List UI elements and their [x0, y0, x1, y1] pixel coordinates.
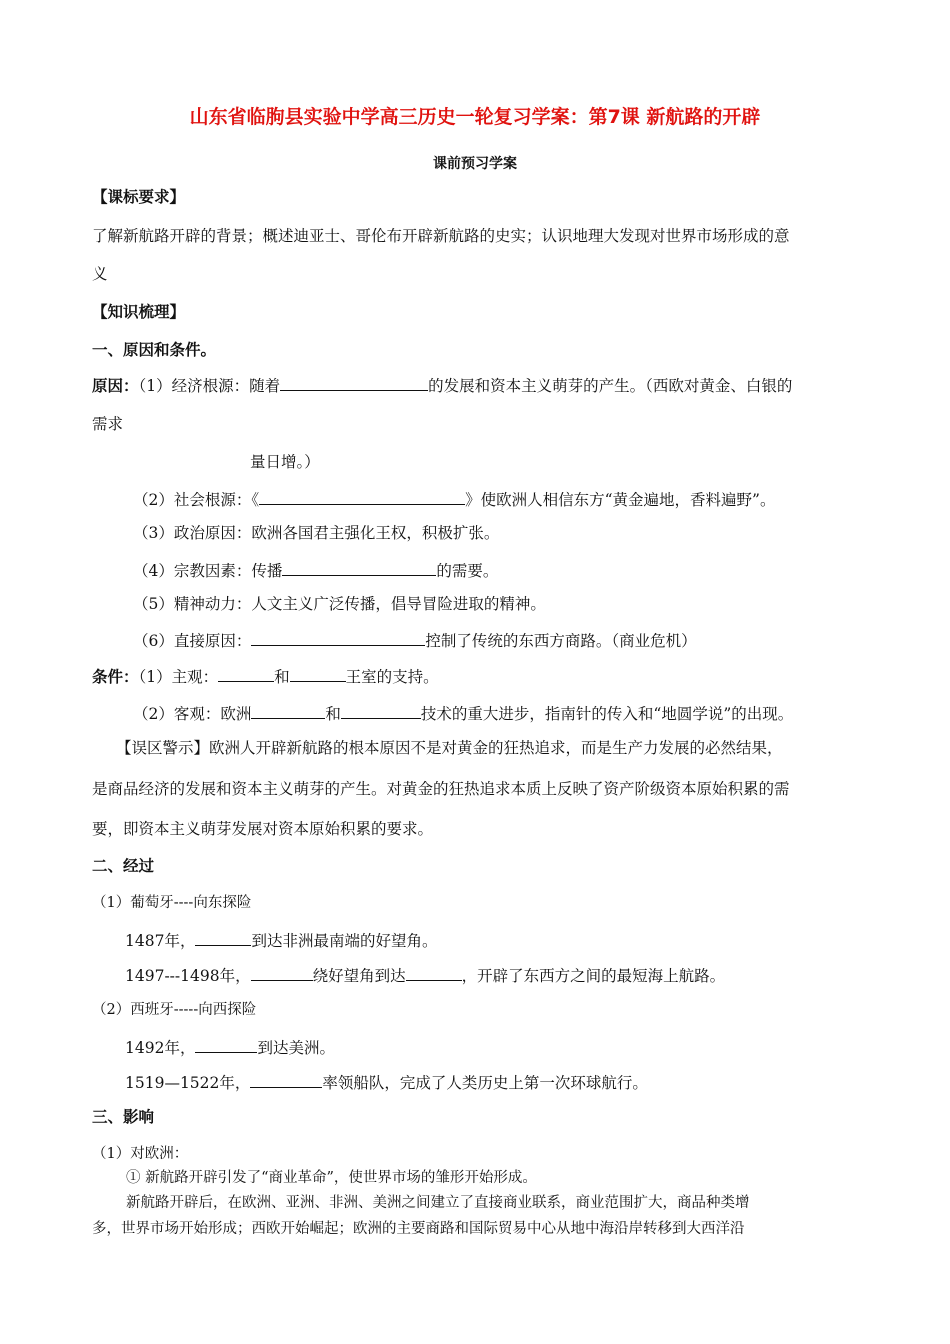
- requirements-text-line1: 了解新航路开辟的背景；概述迪亚士、哥伦布开辟新航路的史实；认识地理大发现对世界市场形成的意: [92, 227, 790, 245]
- reason-1-cont2: 量日增。）: [250, 453, 320, 471]
- fill-blank[interactable]: [195, 929, 251, 946]
- fill-blank[interactable]: [280, 374, 428, 391]
- requirements-text-line2: 义: [92, 265, 108, 283]
- reason-4-line: （4）宗教因素：传播 的需要。: [133, 559, 498, 581]
- reason-3-line: （3）政治原因：欧洲各国君主强化王权，积极扩张。: [133, 524, 500, 542]
- process-portugal: （1）葡萄牙----向东探险: [92, 895, 252, 911]
- process-spain-1492: 1492年， 到达美洲。: [125, 1036, 335, 1058]
- conditions-label: 条件：: [92, 668, 139, 686]
- reason-5-line: （5）精神动力：人文主义广泛传播，倡导冒险进取的精神。: [133, 595, 546, 613]
- impact-europe-point1: ① 新航路开辟引发了“商业革命”，使世界市场的雏形开始形成。: [126, 1170, 537, 1186]
- condition-2-line: （2）客观：欧洲 和 技术的重大进步，指南针的传入和“地圆学说”的出现。: [133, 702, 793, 724]
- reason-1-line: 原因：（1）经济根源：随着 的发展和资本主义萌芽的产生。（西欧对黄金、白银的: [92, 374, 792, 396]
- process-portugal-1487: 1487年， 到达非洲最南端的好望角。: [125, 929, 437, 951]
- process-spain-1519: 1519—1522年， 率领船队，完成了人类历史上第一次环球航行。: [125, 1071, 648, 1093]
- condition-1-line: 条件：（1）主观： 和 王室的支持。: [92, 665, 439, 687]
- reasons-label: 原因：: [92, 377, 139, 395]
- fill-blank[interactable]: [282, 559, 436, 576]
- fill-blank[interactable]: [290, 665, 346, 682]
- impact-europe: （1）对欧洲：: [92, 1146, 189, 1162]
- fill-blank[interactable]: [341, 702, 421, 719]
- warning-line3: 要，即资本主义萌芽发展对资本原始积累的要求。: [92, 820, 434, 838]
- reason-1-cont: 需求: [92, 415, 124, 433]
- fill-blank[interactable]: [250, 1071, 322, 1088]
- process-spain: （2）西班牙-----向西探险: [92, 1002, 257, 1018]
- section-heading-requirements: 【课标要求】: [92, 188, 186, 206]
- fill-blank[interactable]: [251, 964, 313, 981]
- fill-blank[interactable]: [259, 488, 465, 505]
- warning-line1: 【误区警示】欧洲人开辟新航路的根本原因不是对黄金的狂热追求，而是生产力发展的必然结果，: [116, 739, 783, 757]
- document-title: 山东省临朐县实验中学高三历史一轮复习学案：第7课 新航路的开辟: [189, 106, 761, 128]
- section-heading-knowledge: 【知识梳理】: [92, 303, 186, 321]
- fill-blank[interactable]: [251, 629, 425, 646]
- part1-heading: 一、原因和条件。: [92, 341, 217, 359]
- part2-heading: 二、经过: [92, 857, 155, 875]
- document-subtitle: 课前预习学案: [433, 156, 517, 172]
- part3-heading: 三、影响: [92, 1108, 155, 1126]
- process-portugal-1497: 1497---1498年， 绕好望角到达 ，开辟了东西方之间的最短海上航路。: [125, 964, 725, 986]
- reason-2-line: （2）社会根源：《 》使欧洲人相信东方“黄金遍地，香料遍野”。: [133, 488, 775, 510]
- warning-line2: 是商品经济的发展和资本主义萌芽的产生。对黄金的狂热追求本质上反映了资产阶级资本原始积累的需: [92, 780, 790, 798]
- impact-europe-text1: 新航路开辟后，在欧洲、亚洲、非洲、美洲之间建立了直接商业联系，商业范围扩大，商品种类增: [126, 1195, 750, 1211]
- fill-blank[interactable]: [195, 1036, 257, 1053]
- reason-6-line: （6）直接原因： 控制了传统的东西方商路。（商业危机）: [133, 629, 697, 651]
- fill-blank[interactable]: [406, 964, 462, 981]
- fill-blank[interactable]: [218, 665, 274, 682]
- fill-blank[interactable]: [251, 702, 325, 719]
- impact-europe-text2: 多，世界市场开始形成；西欧开始崛起；欧洲的主要商路和国际贸易中心从地中海沿岸转移到大西洋沿: [92, 1221, 745, 1237]
